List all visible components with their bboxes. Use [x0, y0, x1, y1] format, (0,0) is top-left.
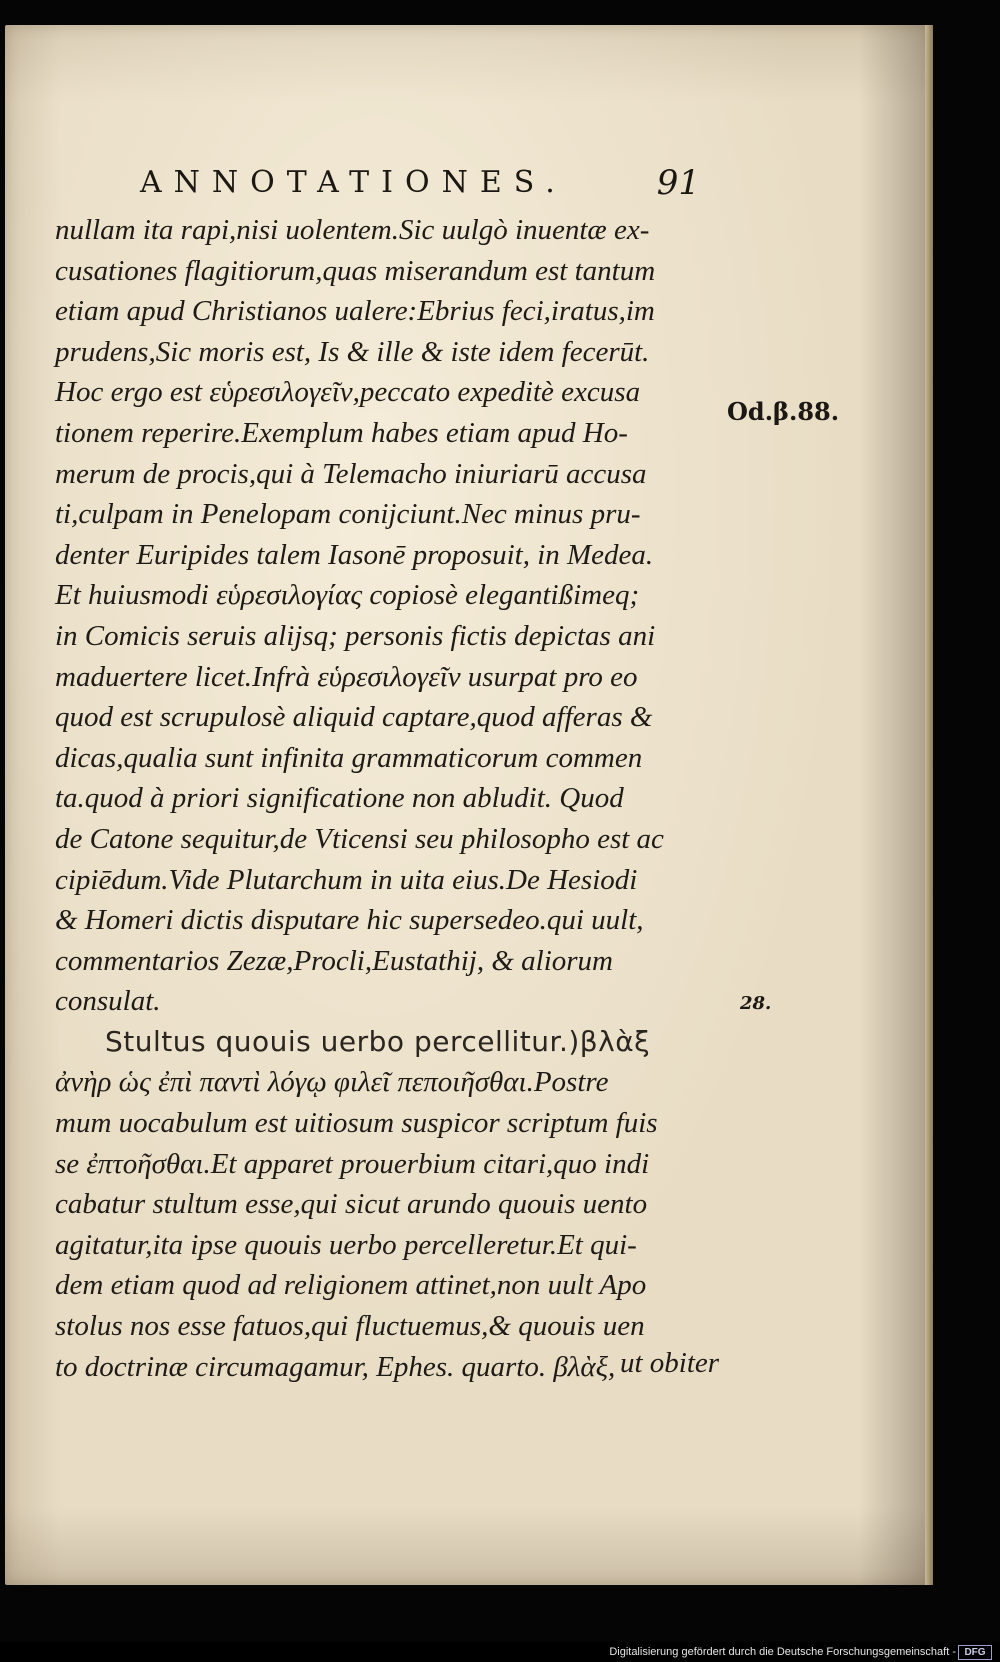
text-line: ti,culpam in Penelopam conijciunt.Nec minus pru- [55, 498, 641, 531]
text-line: denter Euripides talem Iasonē proposuit, in Medea. [55, 538, 654, 571]
catchword: ut obiter [620, 1347, 720, 1379]
marginal-note-odyssey: Od.β.88. [727, 397, 840, 426]
footer-credit: Digitalisierung gefördert durch die Deutsche Forschungsgemeinschaft - [609, 1646, 956, 1658]
text-line: ta.quod à priori significatione non abludit. Quod [55, 782, 624, 815]
text-line: cipiēdum.Vide Plutarchum in uita eius.De Hesiodi [55, 863, 638, 896]
book-page [5, 25, 933, 1585]
text-line: se ἐπτοῆσθαι.Et apparet prouerbium citari,quo indi [55, 1147, 650, 1180]
text-line: mum uocabulum est uitiosum suspicor scriptum fuis [55, 1107, 658, 1140]
running-title: ANNOTATIONES. [140, 165, 567, 200]
running-head [140, 165, 700, 205]
text-line: tionem reperire.Exemplum habes etiam apud Ho- [55, 416, 628, 449]
text-line: Et huiusmodi εὑρεσιλογίας copiosè elegantißimeq; [55, 579, 640, 612]
text-line: Hoc ergo est εὑρεσιλογεῖν,peccato expeditè excusa [55, 376, 641, 409]
text-line: agitatur,ita ipse quouis uerbo percelleretur.Et qui- [55, 1228, 637, 1261]
text-line: commentarios Zezæ,Procli,Eustathij, & aliorum [55, 944, 613, 977]
dfg-logo-icon: DFG [958, 1645, 992, 1660]
text-line: merum de procis,qui à Telemacho iniuriarū accusa [55, 457, 647, 490]
page-number: 91 [656, 163, 700, 203]
text-line: quod est scrupulosè aliquid captare,quod afferas & [55, 701, 653, 734]
body-text [55, 210, 715, 1387]
text-line: nullam ita rapi,nisi uolentem.Sic uulgò inuentæ ex- [55, 214, 650, 246]
text-line: dem etiam quod ad religionem attinet,non uult Apo [55, 1269, 647, 1302]
text-line: consulat. [55, 985, 161, 1018]
lemma-line: Stultus quouis uerbo percellitur.)βλὰξ [105, 1024, 651, 1058]
text-line: prudens,Sic moris est, Is & ille & iste idem fecerūt. [55, 335, 650, 368]
text-line: de Catone sequitur,de Vticensi seu philosopho est ac [55, 822, 664, 855]
text-line: cabatur stultum esse,qui sicut arundo quouis uento [55, 1188, 648, 1221]
text-line: to doctrinæ circumagamur, Ephes. quarto. βλὰξ, [55, 1350, 616, 1383]
text-line: dicas,qualia sunt infinita grammaticorum commen [55, 741, 643, 774]
page-edge-shadow [925, 25, 933, 1585]
text-line: ἀνὴρ ὡς ἐπὶ παντὶ λόγῳ φιλεῖ πεποιῆσθαι.Postre [55, 1066, 609, 1099]
marginal-note-fragment: 28. [740, 993, 772, 1014]
text-line: in Comicis seruis alijsq; personis fictis depictas ani [55, 619, 656, 652]
text-line: cusationes flagitiorum,quas miserandum est tantum [55, 254, 656, 287]
text-line: maduertere licet.Infrà εὑρεσιλογεῖν usurpat pro eo [55, 660, 638, 693]
text-line: etiam apud Christianos ualere:Ebrius feci,iratus,im [55, 295, 655, 328]
text-line: stolus nos esse fatuos,qui fluctuemus,& quouis uen [55, 1310, 645, 1343]
text-line: & Homeri dictis disputare hic supersedeo.qui uult, [55, 904, 644, 937]
